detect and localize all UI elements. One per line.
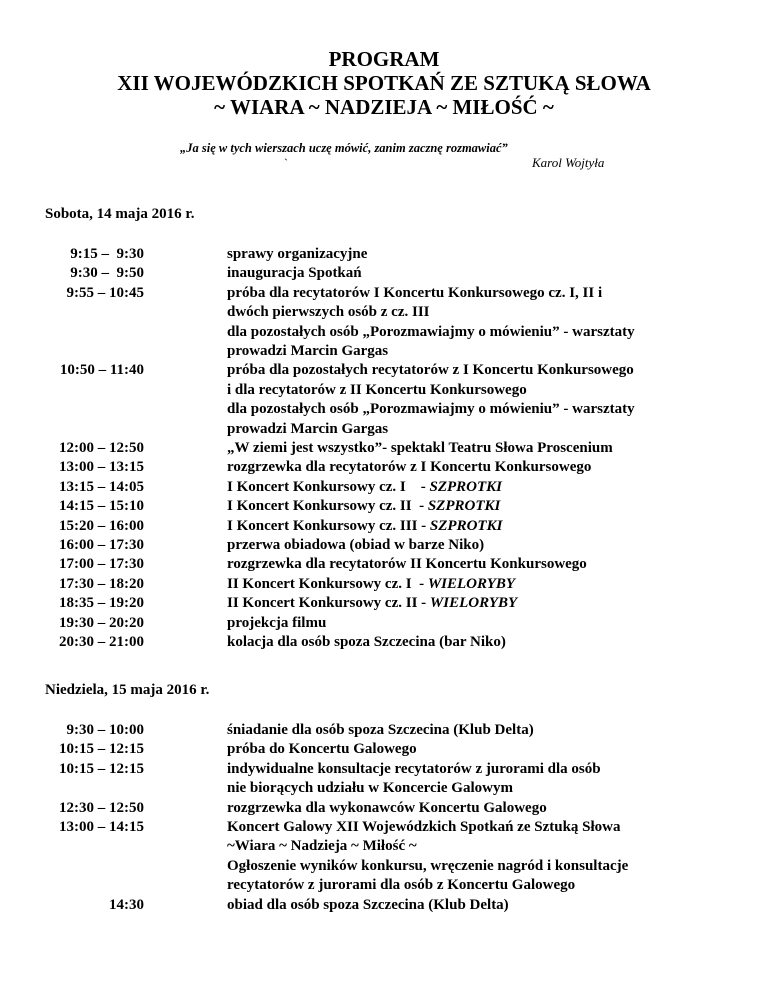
schedule-description: dla pozostałych osób „Porozmawiajmy o mówieniu” - warsztaty (227, 323, 635, 340)
schedule-description: sprawy organizacyjne (227, 246, 368, 262)
schedule-time (45, 497, 144, 516)
schedule-description (227, 594, 517, 613)
schedule-time (45, 721, 144, 740)
day2-heading: Niedziela, 15 maja 2016 r. (45, 682, 210, 698)
time-text: 12:30 – 12:50 (59, 799, 144, 816)
day1-heading: Sobota, 14 maja 2016 r. (45, 206, 195, 222)
schedule-description: obiad dla osób spoza Szczecina (Klub Delta) (227, 896, 509, 913)
schedule-description (227, 517, 502, 536)
time-text: 17:00 – 17:30 (59, 556, 144, 573)
group-name: WIELORYBY (427, 575, 516, 592)
time-text: 20:30 – 21:00 (59, 634, 144, 650)
time-text: 13:00 – 13:15 (59, 459, 144, 476)
time-text: 14:15 – 15:10 (59, 498, 144, 515)
schedule-time (45, 594, 144, 613)
schedule-time (45, 264, 144, 283)
schedule-description: rozgrzewka dla wykonawców Koncertu Galowego (227, 799, 547, 816)
time-text: 10:15 – 12:15 (59, 760, 144, 777)
time-text: 9:15 – 9:30 (70, 246, 144, 262)
schedule-time (45, 614, 144, 633)
group-name: SZPROTKI (427, 498, 501, 515)
schedule-description: prowadzi Marcin Gargas (227, 343, 389, 359)
schedule-time (45, 633, 144, 652)
schedule-time (45, 575, 144, 594)
schedule-time (45, 799, 144, 818)
schedule-description: inauguracja Spotkań (227, 265, 362, 282)
time-text: 13:00 – 14:15 (59, 819, 144, 835)
schedule-description: dwóch pierwszych osób z cz. III (227, 304, 430, 321)
time-text: 9:55 – 10:45 (66, 284, 144, 301)
schedule-time (45, 517, 144, 536)
schedule-description: projekcja filmu (227, 614, 327, 631)
time-text: 17:30 – 18:20 (59, 575, 144, 592)
schedule-description: próba dla pozostałych recytatorów z I Koncertu Konkursowego (227, 362, 634, 379)
schedule-description: i dla recytatorów z II Koncertu Konkursowego (227, 381, 527, 398)
schedule-description: indywidualne konsultacje recytatorów z jurorami dla osób (227, 760, 601, 777)
schedule-time (45, 361, 144, 380)
concert-label: II Koncert Konkursowy cz. II - (227, 595, 430, 612)
group-name: WIELORYBY (429, 595, 518, 612)
event-title: XII WOJEWÓDZKICH SPOTKAŃ ZE SZTUKĄ SŁOWA (117, 71, 651, 95)
schedule-description: ~Wiara ~ Nadzieja ~ Miłość ~ (227, 838, 417, 855)
group-name: SZPROTKI (429, 478, 503, 495)
schedule-description: Koncert Galowy XII Wojewódzkich Spotkań ze Sztuką Słowa (227, 819, 621, 835)
schedule-time (45, 555, 144, 574)
time-text: 9:30 – 10:00 (66, 722, 144, 738)
schedule-description: rozgrzewka dla recytatorów z I Koncertu Konkursowego (227, 459, 592, 476)
schedule-time (45, 818, 144, 837)
schedule-time (45, 245, 144, 264)
schedule-description: kolacja dla osób spoza Szczecina (bar Niko) (227, 634, 506, 650)
schedule-description: rozgrzewka dla recytatorów II Koncertu Konkursowego (227, 556, 587, 573)
time-text: 18:35 – 19:20 (59, 595, 144, 612)
schedule-description: śniadanie dla osób spoza Szczecina (Klub Delta) (227, 722, 534, 738)
schedule-time (45, 458, 144, 477)
concert-label: I Koncert Konkursowy cz. I - (227, 478, 430, 495)
schedule-time (45, 896, 144, 915)
schedule-description: przerwa obiadowa (obiad w barze Niko) (227, 537, 485, 553)
epigraph-quote: „Ja się w tych wierszach uczę mówić, zanim zacznę rozmawiać” (180, 141, 508, 155)
time-text: 10:50 – 11:40 (59, 362, 144, 379)
stray-backtick: ` (284, 156, 288, 170)
schedule-description: Ogłoszenie wyników konkursu, wręczenie nagród i konsultacje (227, 857, 629, 874)
time-text: 13:15 – 14:05 (59, 478, 144, 495)
schedule-time (45, 760, 144, 779)
schedule-description: recytatorów z jurorami dla osób z Koncertu Galowego (227, 877, 576, 894)
event-motto: ~ WIARA ~ NADZIEJA ~ MIŁOŚĆ ~ (214, 95, 554, 119)
schedule-time (45, 478, 144, 497)
concert-label: I Koncert Konkursowy cz. II - (227, 498, 428, 515)
schedule-time (45, 740, 144, 759)
schedule-description: prowadzi Marcin Gargas (227, 420, 389, 437)
concert-label: II Koncert Konkursowy cz. I - (227, 575, 428, 592)
time-text: 12:00 – 12:50 (59, 440, 144, 456)
schedule-time (45, 439, 144, 458)
schedule-description: próba dla recytatorów I Koncertu Konkursowego cz. I, II i (227, 284, 603, 301)
program-title: PROGRAM (328, 47, 440, 71)
schedule-description: nie biorących udziału w Koncercie Galowym (227, 780, 513, 797)
time-text: 14:30 (109, 896, 144, 913)
schedule-description: próba do Koncertu Galowego (227, 741, 417, 758)
epigraph-author: Karol Wojtyła (532, 155, 605, 170)
time-text: 15:20 – 16:00 (59, 517, 144, 534)
schedule-description (227, 497, 500, 516)
concert-label: I Koncert Konkursowy cz. III - (227, 517, 430, 534)
schedule-description: „W ziemi jest wszystko”- spektakl Teatru Słowa Proscenium (227, 440, 613, 456)
time-text: 16:00 – 17:30 (59, 537, 144, 553)
time-text: 19:30 – 20:20 (59, 614, 144, 631)
group-name: SZPROTKI (429, 517, 503, 534)
schedule-time (45, 536, 144, 555)
schedule-description (227, 478, 502, 497)
time-text: 9:30 – 9:50 (70, 265, 144, 282)
schedule-description: dla pozostałych osób „Porozmawiajmy o mówieniu” - warsztaty (227, 401, 635, 418)
time-text: 10:15 – 12:15 (59, 741, 144, 758)
schedule-time (45, 284, 144, 303)
schedule-description (227, 575, 515, 594)
